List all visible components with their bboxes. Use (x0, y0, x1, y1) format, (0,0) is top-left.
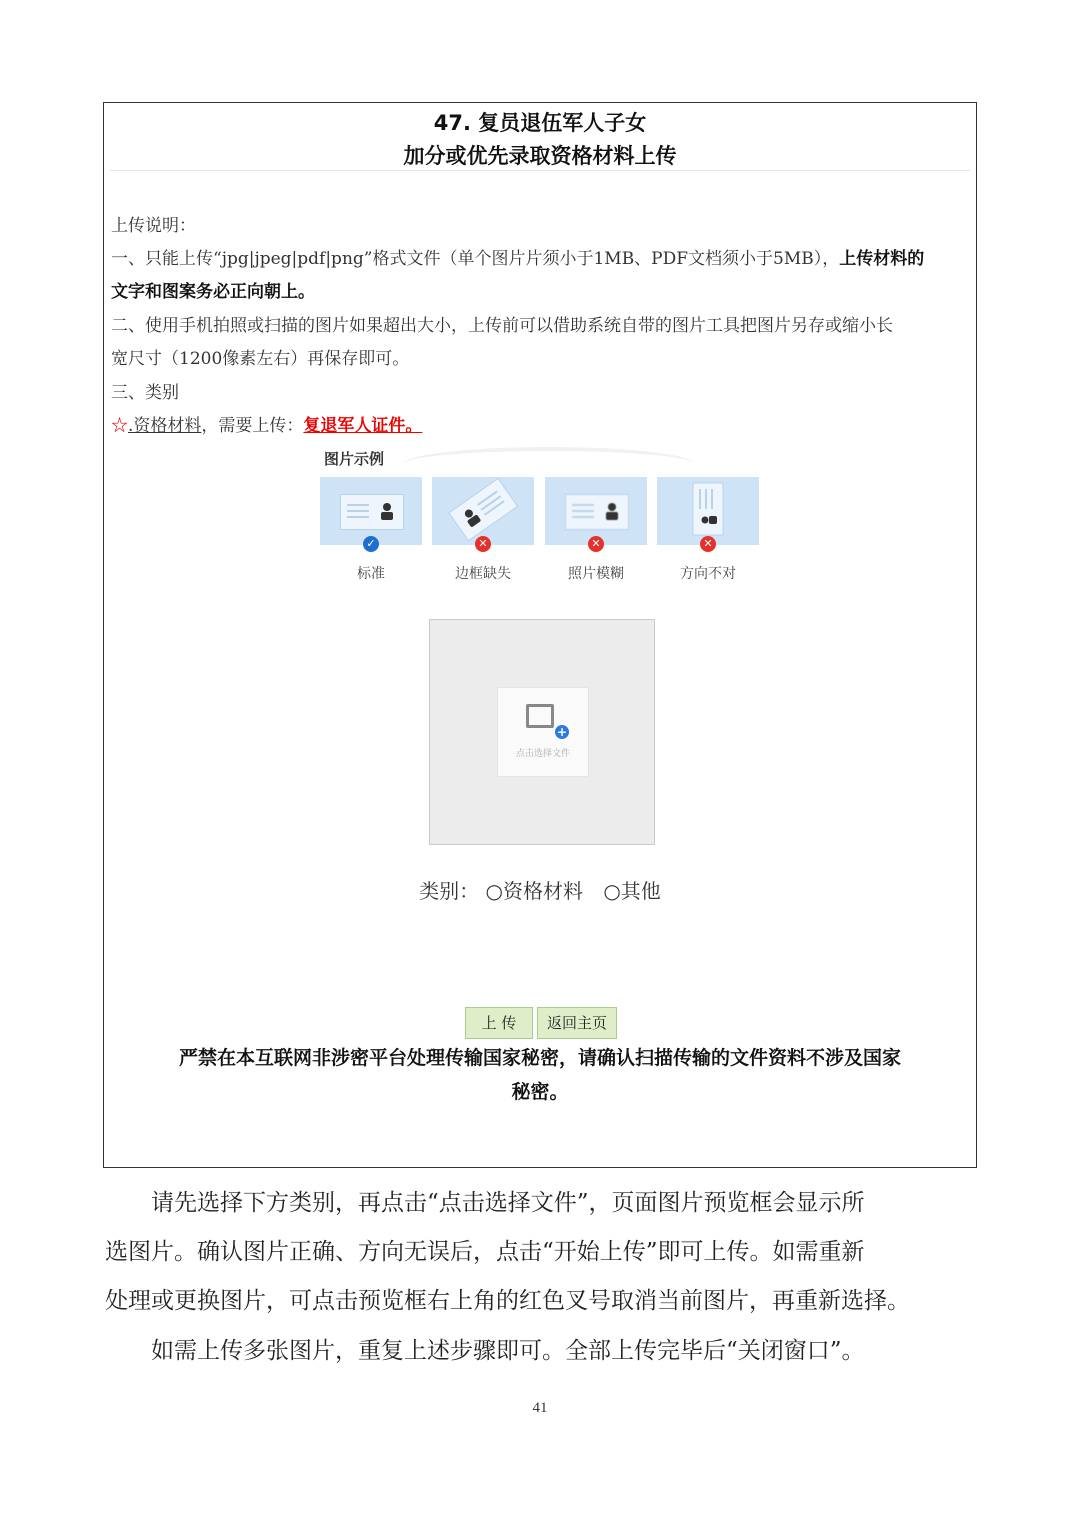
image-file-icon (526, 704, 554, 728)
choose-file-label: 点击选择文件 (515, 749, 570, 759)
category-requirement (111, 411, 422, 436)
cross-icon: ✕ (475, 536, 491, 552)
body-paragraph-1-line1: 请先选择下方类别，再点击“点击选择文件”，页面图片预览框会显示所 (151, 1190, 865, 1216)
category-radio-group (104, 875, 976, 904)
id-card-drawing (341, 495, 403, 529)
instructions-heading: 上传说明： (111, 216, 196, 236)
category-name-link[interactable]: .资格材料 (128, 416, 202, 436)
cross-icon: ✕ (588, 536, 604, 552)
instruction-item-1-text: 一、只能上传“jpg|jpeg|pdf|png”格式文件（单个图片片须小于1MB、PDF文档须小于5MB）， (111, 249, 840, 269)
example-card-border-missing (432, 477, 534, 545)
id-card-icon (340, 494, 404, 530)
example-card-wrong-direction (657, 477, 759, 545)
star-icon: ☆ (111, 416, 128, 436)
instruction-item-2-line2: 宽尺寸（1200像素左右）再保存即可。 (111, 349, 410, 369)
upload-button[interactable]: 上 传 (465, 1007, 533, 1039)
plus-icon: + (556, 725, 568, 739)
choose-file-button[interactable] (497, 687, 589, 777)
image-preview-box (429, 619, 655, 845)
tilted-id-card-icon (432, 477, 534, 545)
page-number: 41 (532, 1400, 548, 1416)
security-warning-line1: 严禁在本互联网非涉密平台处理传输国家秘密，请确认扫描传输的文件资料不涉及国家 (178, 1047, 901, 1069)
instruction-item-1 (111, 244, 924, 269)
body-paragraph-2: 如需上传多张图片，重复上述步骤即可。全部上传完毕后“关闭窗口”。 (151, 1338, 865, 1364)
upload-page-screenshot (103, 102, 977, 1168)
title-divider (110, 170, 970, 171)
page-title-line2: 加分或优先录取资格材料上传 (403, 144, 677, 168)
example-caption-1: 标准 (357, 566, 385, 582)
security-warning-line2: 秘密。 (511, 1081, 569, 1103)
example-caption-2: 边框缺失 (455, 566, 511, 582)
body-paragraph-1-line3: 处理或更换图片，可点击预览框右上角的红色叉号取消当前图片，再重新选择。 (105, 1288, 910, 1314)
rotated-id-card-icon (657, 477, 759, 545)
radio-other[interactable]: ○其他 (603, 879, 661, 903)
radio-qualification-material[interactable]: ○资格材料 (485, 879, 583, 903)
example-card-blurry (545, 477, 647, 545)
category-label: 类别： (419, 879, 480, 903)
security-warning (114, 1041, 966, 1109)
check-icon: ✓ (363, 536, 379, 552)
examples-label: 图片示例 (324, 450, 385, 468)
blurry-id-card-drawing (566, 495, 628, 529)
example-card-standard (320, 477, 422, 545)
cross-icon: ✕ (700, 536, 716, 552)
page-title-line1: 47. 复员退伍军人子女 (433, 111, 647, 135)
back-home-button[interactable]: 返回主页 (537, 1007, 617, 1039)
required-document: 复退军人证件。 (303, 416, 423, 436)
example-arc-decoration (404, 447, 694, 481)
category-need-text: ，需要上传： (201, 416, 304, 436)
instruction-item-1-bold-a: 上传材料的 (839, 249, 925, 269)
example-caption-4: 方向不对 (680, 566, 736, 582)
instruction-item-2-line1: 二、使用手机拍照或扫描的图片如果超出大小，上传前可以借助系统自带的图片工具把图片另存或缩小长 (111, 316, 893, 336)
body-paragraph-1-line2: 选图片。确认图片正确、方向无误后，点击“开始上传”即可上传。如需重新 (105, 1239, 865, 1265)
blurry-id-card-icon (565, 494, 629, 530)
instruction-item-3: 三、类别 (111, 383, 179, 403)
body-paragraph-1 (105, 1179, 977, 1326)
example-caption-3: 照片模糊 (568, 566, 624, 582)
instruction-item-1-bold-b: 文字和图案务必正向朝上。 (111, 282, 315, 302)
